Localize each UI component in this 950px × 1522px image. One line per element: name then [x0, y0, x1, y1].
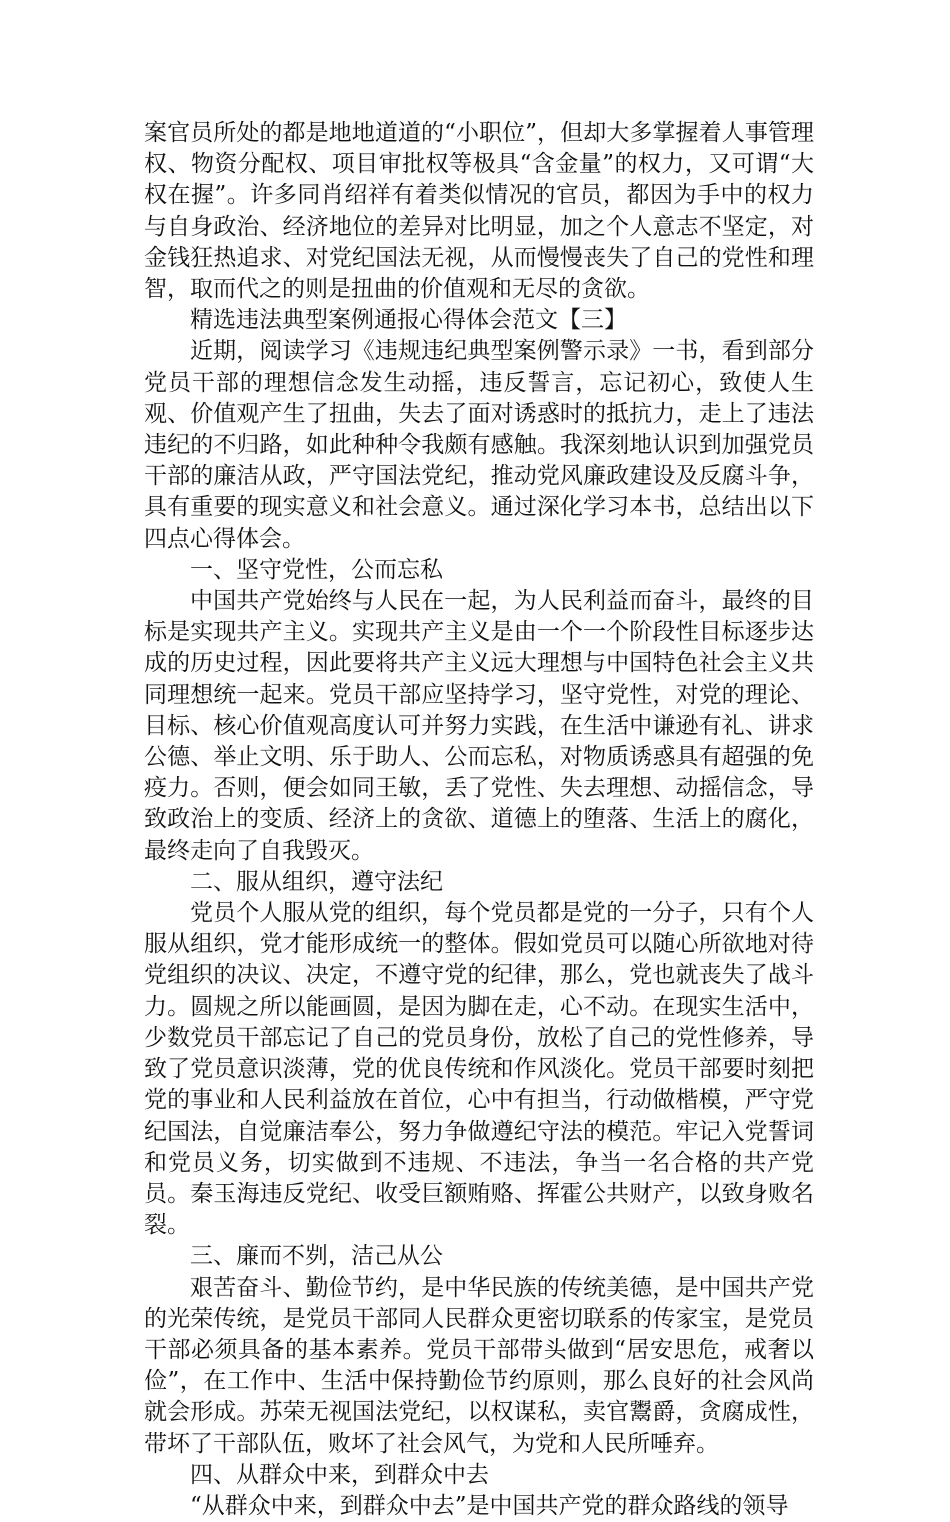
paragraph-3: 艰苦奋斗、勤俭节约，是中华民族的传统美德，是中国共产党的光荣传统，是党员干部同人民群众更密切联系的传家宝，是党员干部必须具备的基本素养。党员干部带头做到“居安思危，戒奢以俭”，在工作中、生活中保持勤俭节约原则，那么良好的社会风尚就会形成。苏荣无视国法党纪，以权谋私，卖官鬻爵，贪腐成性，带坏了干部队伍，败坏了社会风气，为党和人民所唾弃。 [144, 1274, 814, 1457]
paragraph-intro: 近期，阅读学习《违规违纪典型案例警示录》一书，看到部分党员干部的理想信念发生动摇，违反誓言，忘记初心，致使人生观、价值观产生了扭曲，失去了面对诱惑时的抵抗力，走上了违法违纪的不归路，如此种种令我颇有感触。我深刻地认识到加强党员干部的廉洁从政，严守国法党纪，推动党风廉政建设及反腐斗争，具有重要的现实意义和社会意义。通过深化学习本书，总结出以下四点心得体会。 [144, 338, 814, 552]
section-heading-2: 二、服从组织，遵守法纪 [190, 868, 443, 895]
section-heading-3: 三、廉而不刿，洁己从公 [190, 1243, 443, 1270]
paragraph-4: “从群众中来，到群众中去”是中国共产党的群众路线的领导 [190, 1492, 789, 1519]
paragraph-2: 党员个人服从党的组织，每个党员都是党的一分子，只有个人服从组织，党才能形成统一的整体。假如党员可以随心所欲地对待党组织的决议、决定，不遵守党的纪律，那么，党也就丧失了战斗力。圆规之所以能画圆，是因为脚在走，心不动。在现实生活中，少数党员干部忘记了自己的党员身份，放松了自己的党性修养，导致了党员意识淡薄，党的优良传统和作风淡化。党员干部要时刻把党的事业和人民利益放在首位，心中有担当，行动做楷模，严守党纪国法，自觉廉洁奉公，努力争做遵纪守法的模范。牢记入党誓词和党员义务，切实做到不违规、不违法，争当一名合格的共产党员。秦玉海违反党纪、收受巨额贿赂、挥霍公共财产，以致身败名裂。 [144, 900, 814, 1239]
paragraph-1: 中国共产党始终与人民在一起，为人民利益而奋斗，最终的目标是实现共产主义。实现共产主义是由一个一个阶段性目标逐步达成的历史过程，因此要将共产主义远大理想与中国特色社会主义共同理想统一起来。党员干部应坚持学习，坚守党性，对党的理论、目标、核心价值观高度认可并努力实践，在生活中谦逊有礼、讲求公德、举止文明、乐于助人、公而忘私，对物质诱惑具有超强的免疫力。否则，便会如同王敏，丢了党性、失去理想、动摇信念，导致政治上的变质、经济上的贪欲、道德上的堕落、生活上的腐化，最终走向了自我毁灭。 [144, 588, 814, 864]
document-page [144, 118, 814, 1522]
section-heading-1: 一、坚守党性，公而忘私 [190, 556, 443, 583]
paragraph-continued: 案官员所处的都是地地道道的“小职位”，但却大多掌握着人事管理权、物资分配权、项目审批权等极具“含金量”的权力，又可谓“大权在握”。许多同肖绍祥有着类似情况的官员，都因为手中的权力与自身政治、经济地位的差异对比明显，加之个人意志不坚定，对金钱狂热追求、对党纪国法无视，从而慢慢丧失了自己的党性和理智，取而代之的则是扭曲的价值观和无尽的贪欲。 [144, 120, 814, 303]
section-title: 精选违法典型案例通报心得体会范文【三】 [190, 307, 627, 334]
section-heading-4: 四、从群众中来，到群众中去 [190, 1461, 489, 1488]
